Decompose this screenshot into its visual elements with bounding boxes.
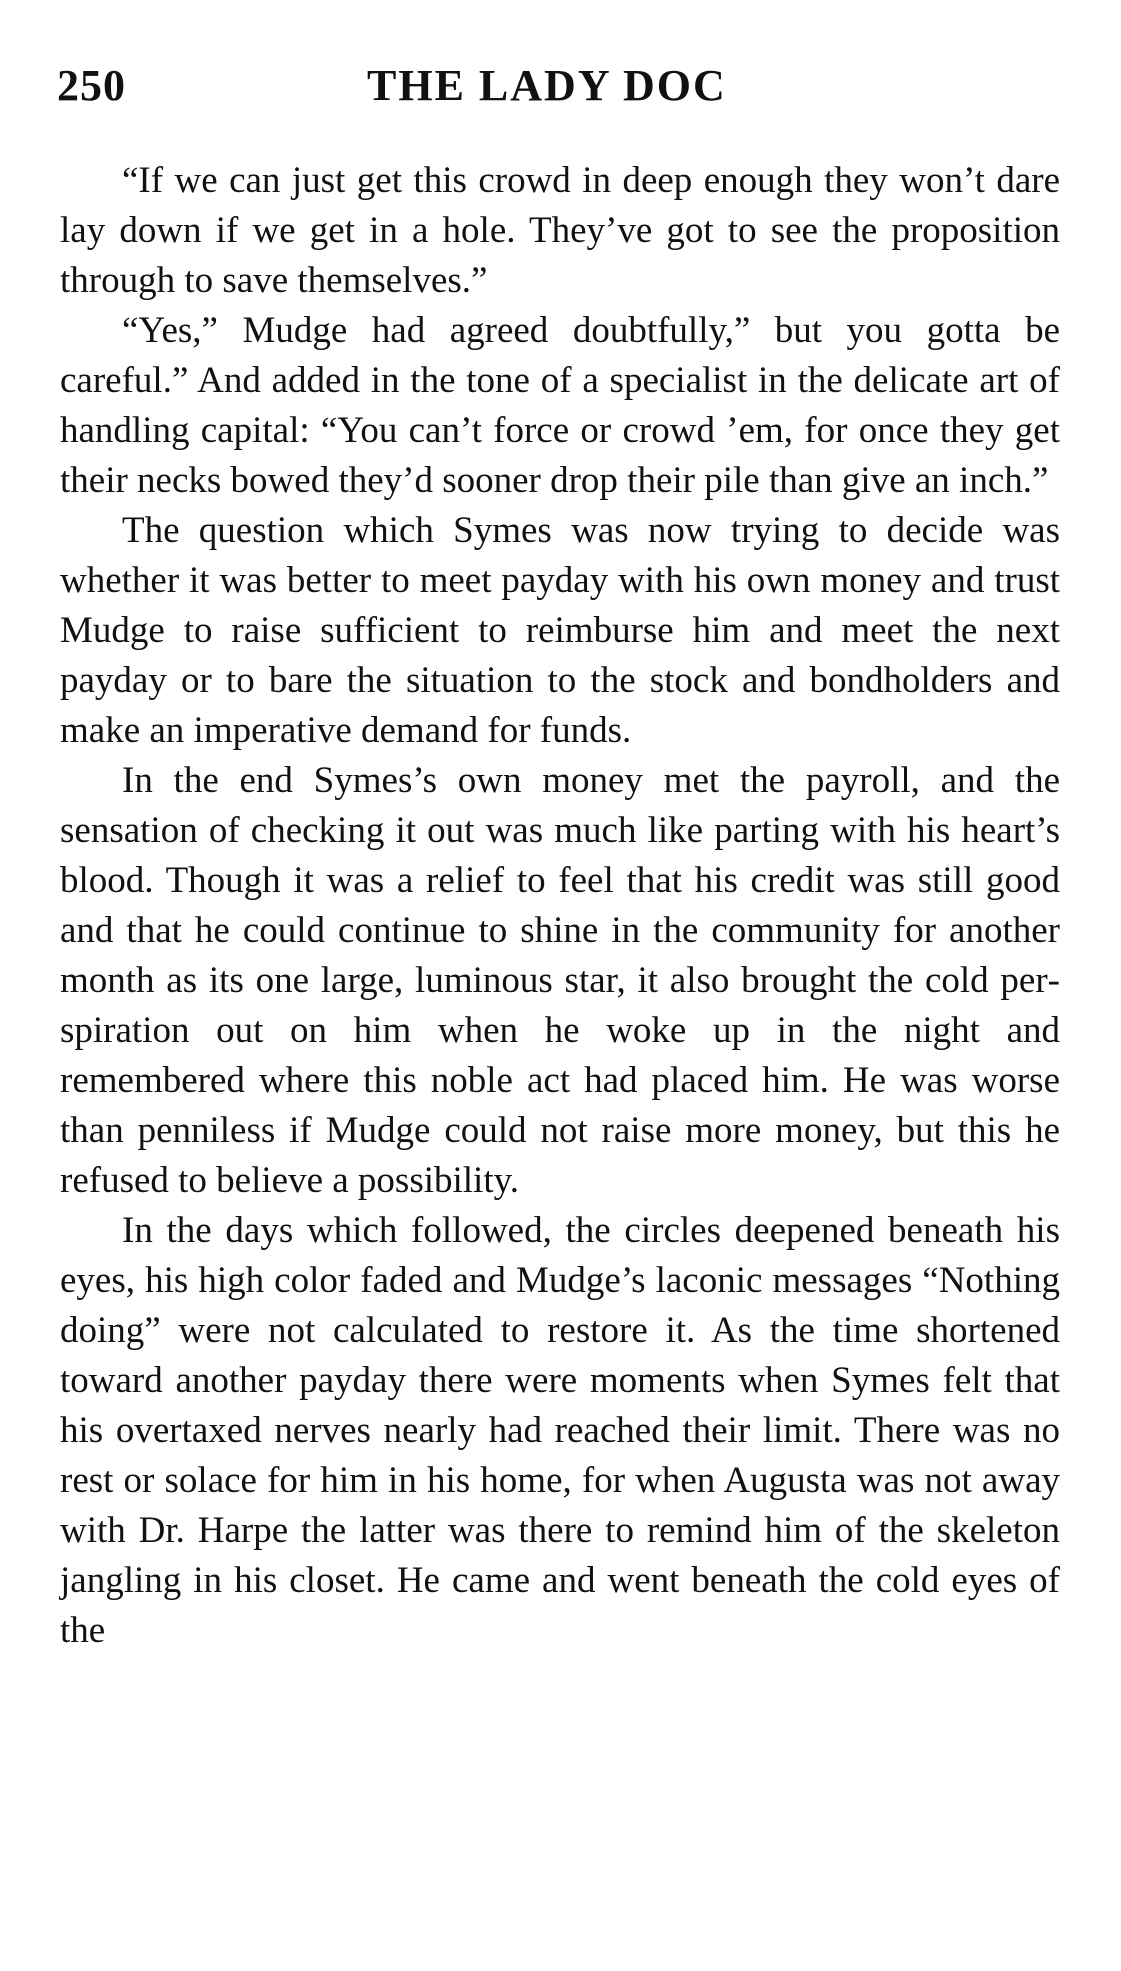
paragraph: “Yes,” Mudge had agreed doubtfully,” but you gotta be careful.” And added in the tone of a specialist in the delicate art of handling capital: “You can’t force or crowd ’em, for once they get their necks bowed they’d sooner drop their pile than give an inch.” [60,310,1060,501]
paragraph: In the end Symes’s own money met the payroll, and the sensation of checking it out was much like parting with his heart’s blood. Though it was a relief to feel that his credit was still good and that he could continue to shine in the community for another month as its one large, luminous star, it also brought the cold perspiration out on him when he woke up in the night and remembered where this noble act had placed him. He was worse than penniless if Mudge could not raise more money, but this he refused to believe a possibility. [60,760,1060,1201]
running-head [57,60,1057,120]
paragraph: In the days which followed, the circles deepened beneath his eyes, his high color faded and Mudge’s laconic messages “Nothing doing” were not calculated to restore it. As the time shortened toward another payday there were moments when Symes felt that his overtaxed nerves nearly had reached their limit. There was no rest or solace for him in his home, for when Augusta was not away with Dr. Harpe the latter was there to remind him of the skeleton jangling in his closet. He came and went beneath the cold eyes of the [60,1210,1060,1651]
page-number: 250 [57,61,126,110]
running-title: THE LADY DOC [367,61,727,110]
paragraph: “If we can just get this crowd in deep enough they won’t dare lay down if we get in a hole. They’ve got to see the proposition through to save themselves.” [60,160,1060,301]
paragraph: The question which Symes was now trying to decide was whether it was better to meet payday with his own money and trust Mudge to raise sufficient to reimburse him and meet the next payday or to bare the situation to the stock and bondholders and make an imperative demand for funds. [60,510,1060,751]
body-text [60,156,1060,1656]
